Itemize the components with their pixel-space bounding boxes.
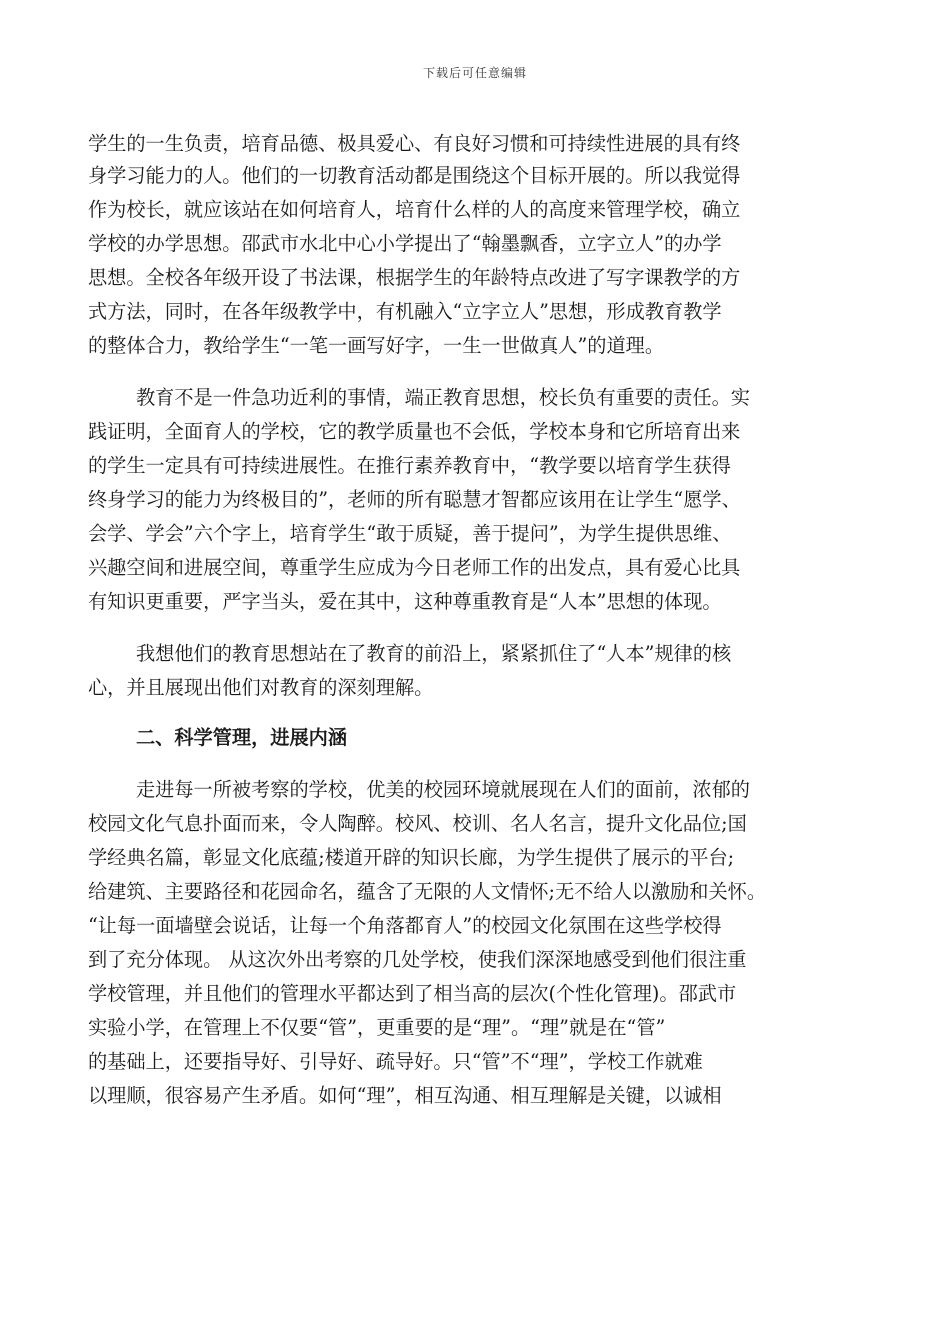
paragraph-line: 践证明，全面育人的学校，它的教学质量也不会低，学校本身和它所培育出来: [88, 420, 741, 443]
paragraph-line: 有知识更重要，严字当头，爱在其中，这种尊重教育是“人本”思想的体现。: [88, 590, 722, 613]
paragraph-line: 思想。全校各年级开设了书法课，根据学生的年龄特点改进了写字课教学的方: [88, 266, 741, 289]
paragraph-line: 的基础上，还要指导好、引导好、疏导好。只“管”不“理”，学校工作就难: [88, 1050, 703, 1073]
paragraph-line: 心，并且展现出他们对教育的深刻理解。: [88, 676, 434, 699]
paragraph-line: 教育不是一件急功近利的事情，端正教育思想，校长负有重要的责任。实: [136, 386, 750, 409]
paragraph-line: 到了充分体现。 从这次外出考察的几处学校，使我们深深地感受到他们很注重: [88, 948, 747, 971]
paragraph-line: 以理顺，很容易产生矛盾。如何“理”，相互沟通、相互理解是关键，以诚相: [88, 1084, 722, 1107]
paragraph-line: 走进每一所被考察的学校，优美的校园环境就展现在人们的面前，浓郁的: [136, 778, 750, 801]
paragraph-line: 学校的办学思想。邵武市水北中心小学提出了“翰墨飘香，立字立人”的办学: [88, 232, 722, 255]
paragraph-line: 身学习能力的人。他们的一切教育活动都是围绕这个目标开展的。所以我觉得: [88, 164, 741, 187]
paragraph-line: 实验小学，在管理上不仅要“管”，更重要的是“理”。“理”就是在“管”: [88, 1016, 666, 1039]
paragraph-line: “让每一面墙壁会说话，让每一个角落都育人”的校园文化氛围在这些学校得: [88, 914, 722, 937]
paragraph-line: 兴趣空间和进展空间，尊重学生应成为今日老师工作的出发点，具有爱心比具: [88, 556, 741, 579]
paragraph-line: 校园文化气息扑面而来，令人陶醉。校风、校训、名人名言，提升文化品位;国: [88, 812, 747, 835]
paragraph-line: 的学生一定具有可持续进展性。在推行素养教育中，“教学要以培育学生获得: [88, 454, 731, 477]
section-heading: 二、科学管理，进展内涵: [136, 726, 348, 749]
paragraph-line: 学校管理，并且他们的管理水平都达到了相当高的层次(个性化管理)。邵武市: [88, 982, 737, 1005]
paragraph-line: 终身学习的能力为终极目的”，老师的所有聪慧才智都应该用在让学生“愿学、: [88, 488, 741, 511]
paragraph-line: 式方法，同时，在各年级教学中，有机融入“立字立人”思想，形成教育教学: [88, 300, 722, 323]
paragraph-line: 作为校长，就应该站在如何培育人，培育什么样的人的高度来管理学校，确立: [88, 198, 741, 221]
paragraph-line: 学经典名篇，彰显文化底蕴;楼道开辟的知识长廊，为学生提供了展示的平台;: [88, 846, 735, 869]
paragraph-line: 给建筑、主要路径和花园命名，蕴含了无限的人文情怀;无不给人以激励和关怀。: [88, 880, 767, 903]
page-header: 下载后可任意编辑: [422, 66, 527, 80]
paragraph-line: 我想他们的教育思想站在了教育的前沿上，紧紧抓住了“人本”规律的核: [136, 642, 732, 665]
paragraph-line: 学生的一生负责，培育品德、极具爱心、有良好习惯和可持续性进展的具有终: [88, 132, 741, 155]
paragraph-line: 的整体合力，教给学生“一笔一画写好字，一生一世做真人”的道理。: [88, 334, 665, 357]
paragraph-line: 会学、学会”六个字上，培育学生“敢于质疑，善于提问”，为学生提供思维、: [88, 522, 732, 545]
